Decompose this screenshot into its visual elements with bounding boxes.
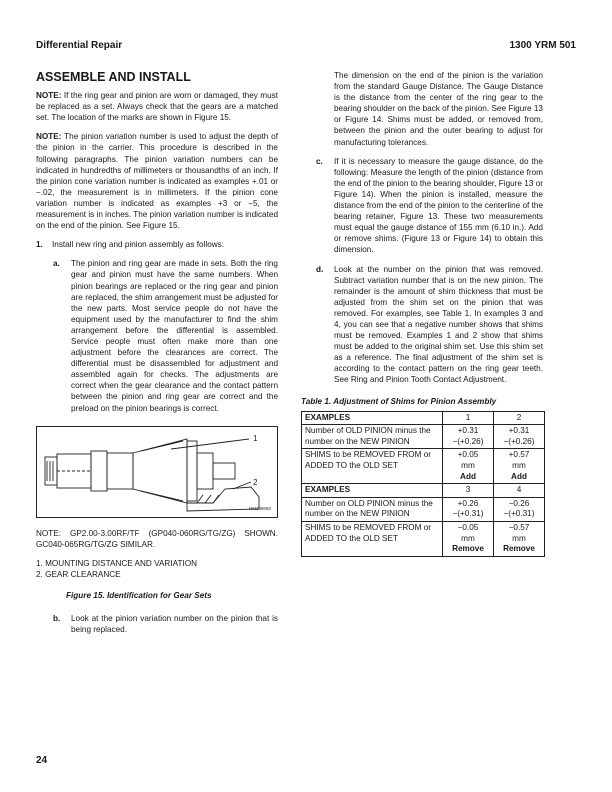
row-label: Number on OLD PINION minus the number on the NEW PINION [302, 497, 443, 521]
step-a [36, 258, 278, 413]
step-marker: 1. [36, 240, 43, 250]
gauge-distance-paragraph: The dimension on the end of the pinion is the variation from the standard Gauge Distance. The Gauge Distance is the distance from the center of the ring gear to the bearing shoulder on the back of the pinion. See Figure 13 or Figure 14. Shims must be added, or removed from, between the pinion and the outer bearing to adjust for manufacturing tolerances. [334, 71, 543, 147]
example-number: 4 [494, 484, 545, 498]
cell-value: −0.05 [457, 522, 479, 532]
note-text: GP2.00-3.00RF/TF (GP040-060RG/TG/ZG) SHOWN. GC040-065RG/TG/ZG SIMILAR. [36, 528, 278, 549]
step-text: If it is necessary to measure the gauge distance, do the following: Measure the length of the pinion (distance from the end of the pinion to the bearing shoulder, Figure 13 or Figure 14). When the pinion is installed, measure the distance from the end of the pinion to the centerline of the bearing retainer, Figure 13. These two measurements must equal the gauge distance of 155 mm (6.10 in.). Add or remove shims. (Figure 13 or Figure 14) to obtain this dimension. [334, 156, 543, 255]
row-label: SHIMS to be REMOVED FROM or ADDED TO the OLD SET [302, 521, 443, 556]
cell-value: +0.05 [457, 450, 479, 460]
step-text: Look at the number on the pinion that was removed. Subtract variation number that is on the new pinion. The remainder is the amount of shim thickness that must be adjusted from the shim set on the pinion that was removed. For examples, see Table 1. In examples 3 and 4, you can see that a negative number shows that shims must be removed. Examples 1 and 2 show that shims must be added to the original shim set. Use this shim set as a reference. The final adjustment of the shim set is according to the contact pattern on the ring gear teeth. See Ring and Pinion Tooth Contact Adjustment. [334, 264, 543, 385]
figure-note [36, 528, 278, 550]
step-marker: c. [316, 156, 323, 166]
legend-item-2: 2. GEAR CLEARANCE [36, 569, 121, 579]
table-cell [494, 449, 545, 484]
pinion-ring-gear-drawing [37, 427, 277, 517]
step-marker: b. [53, 614, 61, 624]
cell-value: Add [460, 471, 476, 481]
note-label: NOTE: [36, 132, 62, 142]
note-text: The pinion variation number is used to adjust the depth of the pinion in the carrier. This procedure is described in the following paragraphs. The pinion variation numbers can be indicated in hundredths of millimeters or thousandths of an inch. If the pinion cone variation number is indicated as examples +.01 or −.02, the measurement is in millimeters. If the pinion cone variation number is indicated as examples +3 or −5, the measurement is in inches. The pinion variation number is indicated on the end of the pinion. See Figure 15. [36, 132, 278, 231]
step-d [301, 264, 543, 386]
cell-value: mm [461, 461, 475, 470]
table-cell [443, 425, 494, 449]
table-cell [494, 425, 545, 449]
examples-label: EXAMPLES [302, 411, 443, 425]
cell-value: −(+0.31) [503, 509, 535, 519]
cell-value: −(+0.31) [452, 509, 484, 519]
note-label: NOTE: [36, 91, 62, 101]
running-header-right: 1300 YRM 501 [509, 40, 576, 51]
examples-label: EXAMPLES [302, 484, 443, 498]
cell-value: −(+0.26) [452, 436, 484, 446]
note-paragraph-1 [36, 90, 278, 123]
table-cell [494, 497, 545, 521]
shim-adjustment-table [301, 411, 545, 557]
figure-caption: Figure 15. Identification for Gear Sets [66, 591, 212, 600]
table-row [302, 411, 545, 425]
example-number: 2 [494, 411, 545, 425]
callout-1: 1 [253, 433, 258, 443]
cell-value: Remove [503, 544, 535, 554]
step-marker: d. [316, 264, 324, 274]
left-column [36, 72, 278, 643]
step-1 [36, 239, 278, 250]
table-cell [494, 521, 545, 556]
step-text: Look at the pinion variation number on the pinion that is being replaced. [71, 614, 278, 635]
step-text: Install new ring and pinion assembly as follows: [52, 240, 225, 250]
table-cell [443, 449, 494, 484]
right-column [301, 70, 543, 557]
cell-value: +0.57 [508, 450, 530, 460]
cell-value: −(+0.26) [503, 436, 535, 446]
table-cell [443, 521, 494, 556]
gear-set-figure [36, 426, 278, 518]
figure-id: HM249050 [248, 505, 271, 511]
step-c [301, 156, 543, 256]
step-marker: a. [53, 259, 60, 269]
running-header-left: Differential Repair [36, 40, 123, 51]
cell-value: +0.31 [508, 426, 530, 436]
cell-value: +0.26 [457, 498, 479, 508]
row-label: Number of OLD PINION minus the number on the NEW PINION [302, 425, 443, 449]
cell-value: Add [511, 471, 527, 481]
page-number: 24 [36, 755, 48, 766]
table-row [302, 425, 545, 449]
note-text: If the ring gear and pinion are worn or damaged, they must be replaced as a set. Always check that the gears are a matched set. The location of the marks are shown in Figure 15. [36, 91, 278, 123]
table-row [302, 497, 545, 521]
example-number: 1 [443, 411, 494, 425]
cell-value: +0.31 [457, 426, 479, 436]
cell-value: mm [461, 533, 475, 543]
table-caption: Table 1. Adjustment of Shims for Pinion Assembly [301, 396, 497, 406]
cell-value: mm [512, 461, 526, 470]
table-row [302, 521, 545, 556]
note-label: NOTE: [36, 528, 62, 538]
legend-item-1: 1. MOUNTING DISTANCE AND VARIATION [36, 558, 198, 568]
step-text: The pinion and ring gear are made in sets. Both the ring gear and pinion must have the same numbers. When pinion bearings are replaced or the ring gear and pinion are replaced, the shim arrangement must be adjusted for the new parts. Most service people do not have the equipment used by the manufacturer to find the shim arrangement before the differential is assembled. Service people must often make more than one adjustment before the clearances are correct. The differential must be disassembled for adjustment and assembled again for checks. The adjustments are correct when the gear clearance and the contact pattern between the pinion and ring gear are correct and the preload on the pinion bearings is correct. [71, 259, 278, 413]
pinion-cone [133, 439, 187, 503]
example-number: 3 [443, 484, 494, 498]
table-cell [443, 497, 494, 521]
cell-value: Remove [452, 544, 484, 554]
step-b [36, 613, 278, 635]
callout-2: 2 [253, 477, 258, 487]
note-paragraph-2 [36, 131, 278, 231]
table-row [302, 484, 545, 498]
table-row [302, 449, 545, 484]
cell-value: −0.57 [508, 522, 530, 532]
cell-value: mm [512, 533, 526, 543]
section-title: ASSEMBLE AND INSTALL [36, 70, 191, 84]
cell-value: −0.26 [508, 498, 530, 508]
row-label: SHIMS to be REMOVED FROM or ADDED TO the OLD SET [302, 449, 443, 484]
